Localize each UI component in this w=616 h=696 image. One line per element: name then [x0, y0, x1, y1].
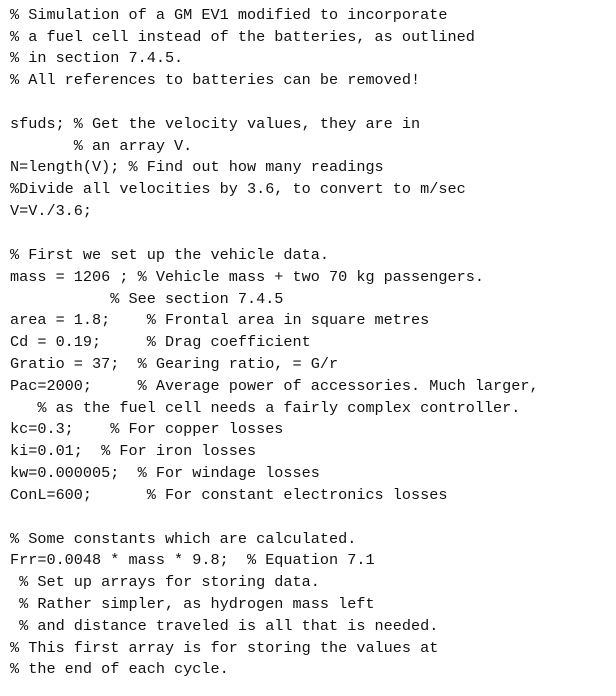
code-line: sfuds; % Get the velocity values, they are in — [10, 115, 421, 133]
code-line: % Simulation of a GM EV1 modified to incorporate — [10, 6, 448, 24]
code-line: N=length(V); % Find out how many readings — [10, 158, 384, 176]
code-line: % See section 7.4.5 — [10, 290, 284, 308]
code-line: % as the fuel cell needs a fairly complex controller. — [10, 399, 521, 417]
code-line: % First we set up the vehicle data. — [10, 246, 329, 264]
code-line: % Set up arrays for storing data. — [10, 573, 320, 591]
code-line: mass = 1206 ; % Vehicle mass + two 70 kg passengers. — [10, 268, 484, 286]
code-line: % and distance traveled is all that is needed. — [10, 617, 439, 635]
code-line: kw=0.000005; % For windage losses — [10, 464, 320, 482]
code-line: % Rather simpler, as hydrogen mass left — [10, 595, 375, 613]
code-line: ki=0.01; % For iron losses — [10, 442, 257, 460]
code-line: V=V./3.6; — [10, 202, 93, 220]
code-line: % in section 7.4.5. — [10, 49, 184, 67]
code-line: % Some constants which are calculated. — [10, 530, 357, 548]
code-line: % This first array is for storing the values at — [10, 639, 439, 657]
code-line: % a fuel cell instead of the batteries, as outlined — [10, 28, 475, 46]
code-line: % All references to batteries can be removed! — [10, 71, 421, 89]
code-line: area = 1.8; % Frontal area in square metres — [10, 311, 430, 329]
code-line: Gratio = 37; % Gearing ratio, = G/r — [10, 355, 339, 373]
code-line: Cd = 0.19; % Drag coefficient — [10, 333, 311, 351]
code-line: Frr=0.0048 * mass * 9.8; % Equation 7.1 — [10, 551, 375, 569]
code-line: % the end of each cycle. — [10, 660, 229, 678]
code-line: % an array V. — [10, 137, 193, 155]
code-line: ConL=600; % For constant electronics losses — [10, 486, 448, 504]
code-line: %Divide all velocities by 3.6, to convert to m/sec — [10, 180, 466, 198]
code-line: Pac=2000; % Average power of accessories. Much larger, — [10, 377, 539, 395]
code-line: kc=0.3; % For copper losses — [10, 420, 284, 438]
